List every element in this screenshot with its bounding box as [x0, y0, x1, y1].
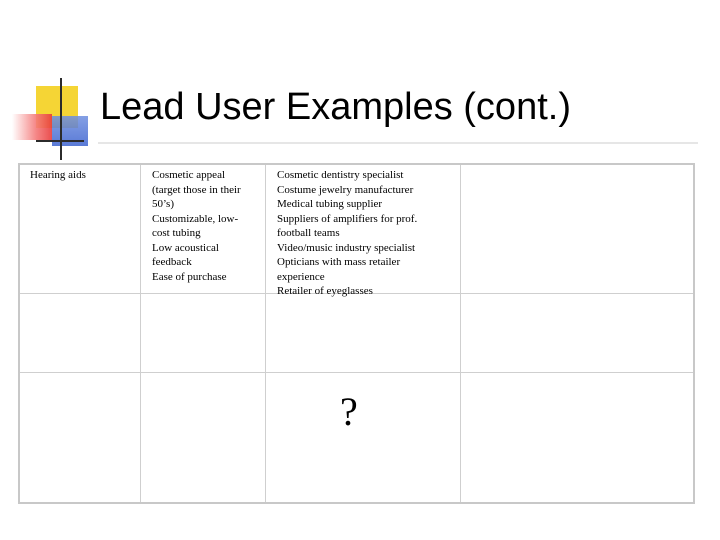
- lead-user-line: experience: [277, 270, 325, 283]
- logo-vertical-line: [60, 78, 62, 160]
- needs-line: cost tubing: [152, 227, 201, 239]
- slide-title: Lead User Examples (cont.): [100, 86, 571, 128]
- logo-horizontal-line: [36, 140, 84, 142]
- table-column-divider: [460, 165, 461, 502]
- table-row-divider: [20, 372, 693, 373]
- needs-line: Ease of purchase: [152, 270, 227, 283]
- table-column-divider: [140, 165, 141, 502]
- lead-user-line: Video/music industry specialist: [277, 241, 416, 254]
- lead-user-line: Medical tubing supplier: [277, 198, 383, 210]
- needs-line: 50’s): [152, 198, 174, 210]
- needs-line: Low acoustical: [152, 241, 219, 254]
- lead-user-line: Cosmetic dentistry specialist: [277, 169, 404, 181]
- title-rule: [98, 142, 698, 144]
- lead-user-line: Costume jewelry manufacturer: [277, 183, 414, 196]
- table-column-divider: [265, 165, 266, 502]
- needs-line: Customizable, low-: [152, 212, 239, 225]
- cell-lead-users: [277, 168, 417, 299]
- logo-red-square: [12, 114, 52, 140]
- lead-user-line: Suppliers of amplifiers for prof.: [277, 212, 418, 225]
- needs-line: (target those in their: [152, 183, 241, 196]
- lead-user-line: football teams: [277, 227, 340, 239]
- product-text: Hearing aids: [30, 169, 86, 181]
- needs-line: Cosmetic appeal: [152, 169, 226, 181]
- question-mark: ?: [340, 389, 358, 434]
- cell-product: [30, 168, 86, 183]
- lead-user-line: Opticians with mass retailer: [277, 256, 401, 268]
- cell-needs: [152, 168, 241, 284]
- needs-line: feedback: [152, 256, 192, 268]
- slide-logo: [0, 0, 100, 170]
- lead-user-line: Retailer of eyeglasses: [277, 285, 373, 297]
